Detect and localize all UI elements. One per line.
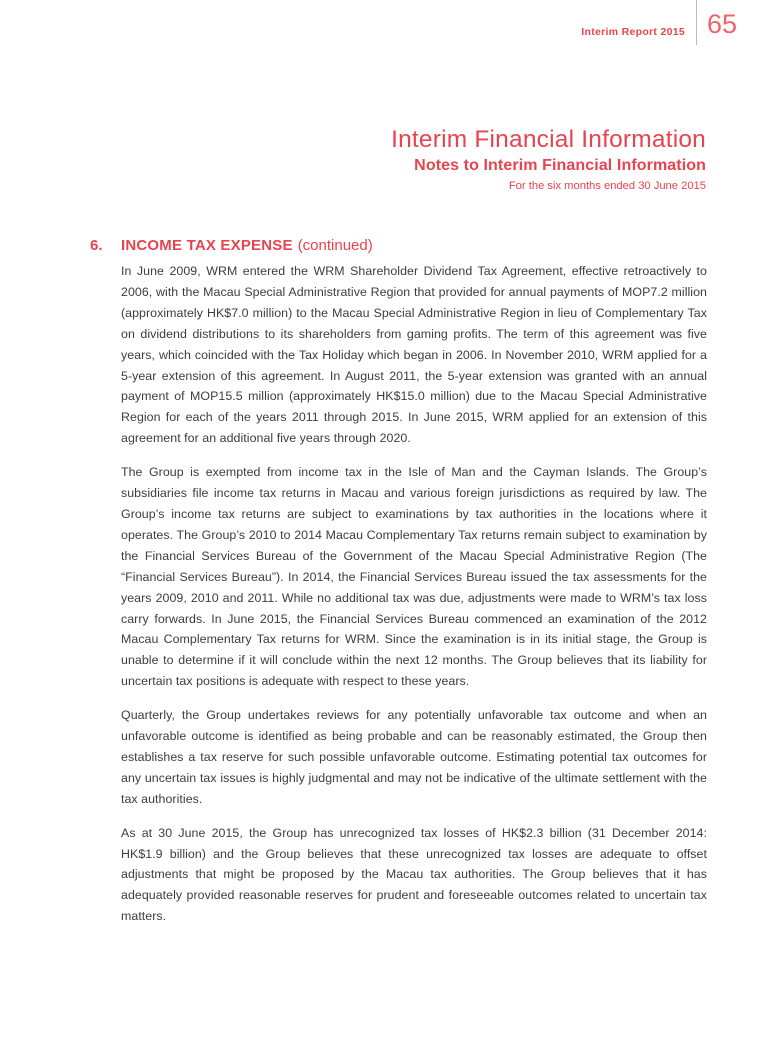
paragraph-dividend-tax-agreement: In June 2009, WRM entered the WRM Shareholder Dividend Tax Agreement, effective retroactively to 2006, with the Macau Special Administrative Region that provided for annual payments of MOP7.2 million (approximately HK$7.0 million) to the Macau Special Administrative Region in lieu of Complementary Tax on dividend distributions to its shareholders from gaming profits. The term of this agreement was five years, which coincided with the Tax Holiday which began in 2006. In November 2010, WRM applied for a 5-year extension of this agreement. In August 2011, the 5-year extension was granted with an annual payment of MOP15.5 million (approximately HK$15.0 million) due to the Macau Special Administrative Region for each of the years 2011 through 2015. In June 2015, WRM applied for an extension of this agreement for an additional five years through 2020.	[121, 264, 707, 446]
section-heading-continued: (continued)	[297, 237, 373, 254]
section-number: 6.	[90, 237, 103, 254]
title-block	[391, 126, 706, 192]
document-subtitle: Notes to Interim Financial Information	[414, 157, 706, 175]
section-body	[121, 261, 707, 927]
paragraph-unrecognized-tax-losses: As at 30 June 2015, the Group has unrecognized tax losses of HK$2.3 billion (31 December 2014: HK$1.9 billion) and the Group believes that these unrecognized tax losses are adequate to offset adjustments that might be proposed by the Macau tax authorities. The Group believes that it has adequately provided reasonable reserves for prudent and foreseeable outcomes related to uncertain tax matters.	[121, 825, 707, 924]
section-heading	[121, 237, 373, 254]
section-heading-text: INCOME TAX EXPENSE	[121, 237, 293, 254]
paragraph-quarterly-reviews: Quarterly, the Group undertakes reviews for any potentially unfavorable tax outcome and when an unfavorable outcome is identified as being probable and can be reasonably estimated, the Group then establishes a tax reserve for such possible unfavorable outcome. Estimating potential tax outcomes for any uncertain tax issues is highly judgmental and may not be indicative of the ultimate settlement with the tax authorities.	[121, 708, 707, 806]
section-income-tax-expense	[90, 237, 707, 927]
paragraph-tax-examinations: The Group is exempted from income tax in the Isle of Man and the Cayman Islands. The Group’s subsidiaries file income tax returns in Macau and various foreign jurisdictions as required by law. The Group’s income tax returns are subject to examinations by tax authorities in the locations where it operates. The Group’s 2010 to 2014 Macau Complementary Tax returns remain subject to examination by the Financial Services Bureau of the Government of the Macau Special Administrative Region (The “Financial Services Bureau”). In 2014, the Financial Services Bureau issued the tax assessments for the years 2009, 2010 and 2011. While no additional tax was due, adjustments were made to WRM’s tax loss carry forwards. In June 2015, the Financial Services Bureau commenced an examination of the 2012 Macau Complementary Tax returns for WRM. Since the examination is in its initial stage, the Group is unable to determine if it will conclude within the next 12 months. The Group believes that its liability for uncertain tax positions is adequate with respect to these years.	[121, 465, 707, 689]
document-title: Interim Financial Information	[391, 126, 706, 153]
header-divider	[696, 0, 697, 45]
page-number: 65	[706, 9, 737, 39]
document-period: For the six months ended 30 June 2015	[508, 180, 706, 193]
report-title: Interim Report 2015	[581, 26, 685, 38]
section-heading-row	[90, 237, 707, 254]
